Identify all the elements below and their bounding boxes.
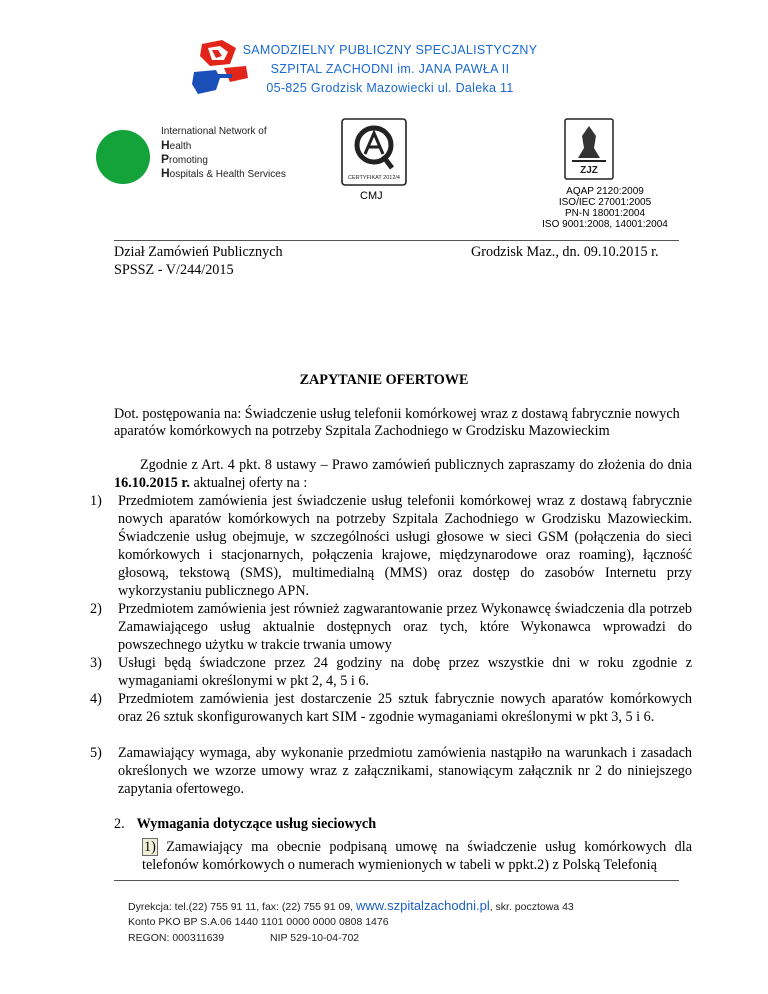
- cmj-certificate-logo: [334, 118, 414, 186]
- list-item-text: Usługi będą świadczone przez 24 godziny na dobę przez wszystkie dni w roku zgodnie z wymaganiami określonymi w pkt 2, 4, 5 i 6.: [118, 655, 692, 689]
- cert-line: ISO/IEC 27001:2005: [558, 197, 652, 208]
- list-item-number: 2): [90, 601, 102, 617]
- website-link[interactable]: www.szpitalzachodni.pl: [356, 898, 490, 913]
- sub-item: [142, 838, 692, 874]
- svg-text:ZJZ: ZJZ: [580, 165, 598, 176]
- hph-line-1: Health: [161, 138, 192, 152]
- cmj-label: CMJ: [360, 190, 383, 202]
- zjz-logo: [564, 118, 614, 180]
- case-number: SPSSZ - V/244/2015: [114, 262, 234, 278]
- hph-line-3: Hospitals & Health Services: [161, 166, 286, 180]
- cert-line: PN-N 18001:2004: [564, 208, 646, 219]
- list-item-number: 5): [90, 745, 102, 761]
- list-item: [90, 600, 692, 654]
- header-divider: [114, 240, 679, 241]
- hospital-name-line-2: SZPITAL ZACHODNI im. JANA PAWŁA II: [270, 62, 510, 76]
- cert-line: AQAP 2120:2009: [566, 186, 644, 197]
- hph-logo-circle: [96, 130, 150, 184]
- list-item: [90, 492, 692, 600]
- list-item-number: 3): [90, 655, 102, 671]
- department: Dział Zamówień Publicznych: [114, 244, 283, 260]
- list-item-text: Przedmiotem zamówienia jest również zagwarantowanie przez Wykonawcę świadczenia dla potrzeb Zamawiającego usług aktualnie dostępnych oraz tych, które Wykonawca wprowadzi do powszechnego użytku w trakcie trwania umowy: [118, 601, 692, 653]
- place-date: Grodzisk Maz., dn. 09.10.2015 r.: [471, 244, 659, 260]
- list-item-text: Zamawiający wymaga, aby wykonanie przedmiotu zamówienia nastąpiło na warunkach i zasadach określonych we wzorze umowy wraz z załącznikami, stanowiącym załącznik nr 2 do niniejszego zapytania ofertowego.: [118, 745, 692, 797]
- hph-line-0: International Network of: [161, 126, 267, 137]
- hospital-name-line-1: SAMODZIELNY PUBLICZNY SPECJALISTYCZNY: [242, 43, 538, 57]
- footer-ids: REGON: 000311639 NIP 529-10-04-702: [128, 932, 360, 944]
- section-heading: 2. Wymagania dotyczące usług sieciowych: [114, 816, 377, 832]
- footer-contact: Dyrekcja: tel.(22) 755 91 11, fax: (22) 755 91 09, www.szpitalzachodni.pl, skr. pocztowa 43: [128, 898, 574, 913]
- cert-line: ISO 9001:2008, 14001:2004: [542, 219, 668, 230]
- list-item-text: Przedmiotem zamówienia jest świadczenie usług telefonii komórkowej wraz z dostawą fabrycznie nowych aparatów komórkowych na potrzeby Szpitala Zachodniego w Grodzisku Mazowieckim. Świadczenie usług obejmuje, w szczególności usługi głosowe w sieci GSM (połączenia do sieci komórkowych i stacjonarnych, połączenia krajowe, międzynarodowe oraz roaming), łączność głosową, tekstową (SMS), multimedialną (MMS) oraz dostęp do zasobów Internetu przy wykorzystaniu publicznego APN.: [118, 493, 692, 599]
- list-item-text: Przedmiotem zamówienia jest dostarczenie 25 sztuk fabrycznie nowych aparatów komórkowych oraz 26 sztuk skonfigurowanych kart SIM - zgodnie wymaganiami określonymi w pkt 3, 5 i 6.: [118, 691, 692, 725]
- list-item: [90, 654, 692, 690]
- footer-divider: [114, 880, 679, 881]
- document-title: ZAPYTANIE OFERTOWE: [299, 372, 469, 388]
- list-item-number: 1): [90, 493, 102, 509]
- sub-item-number: 1): [144, 839, 156, 855]
- lead-paragraph: Zgodnie z Art. 4 pkt. 8 ustawy – Prawo zamówień publicznych zapraszamy do złożenia do dnia 16.10.2015 r. aktualnej oferty na :: [114, 457, 692, 491]
- hph-line-2: Promoting: [161, 152, 208, 166]
- hospital-address: 05-825 Grodzisk Mazowiecki ul. Daleka 11: [266, 81, 514, 95]
- svg-text:CERTYFIKAT 2012/4: CERTYFIKAT 2012/4: [348, 175, 400, 181]
- footer-bank-account: Konto PKO BP S.A.06 1440 1101 0000 0000 0808 1476: [128, 916, 389, 928]
- list-item: [90, 744, 692, 798]
- list-item-number: 4): [90, 691, 102, 707]
- subject-intro: Dot. postępowania na: Świadczenie usług telefonii komórkowej wraz z dostawą fabrycznie nowych aparatów komórkowych na potrzeby Szpitala Zachodniego w Grodzisku Mazowieckim: [114, 406, 680, 439]
- list-item: [90, 690, 692, 726]
- sub-item-text: Zamawiający ma obecnie podpisaną umowę na świadczenie usług komórkowych dla telefonów komórkowych o numerach wymienionych w tabeli w ppkt.2) z Polską Telefonią: [142, 839, 692, 873]
